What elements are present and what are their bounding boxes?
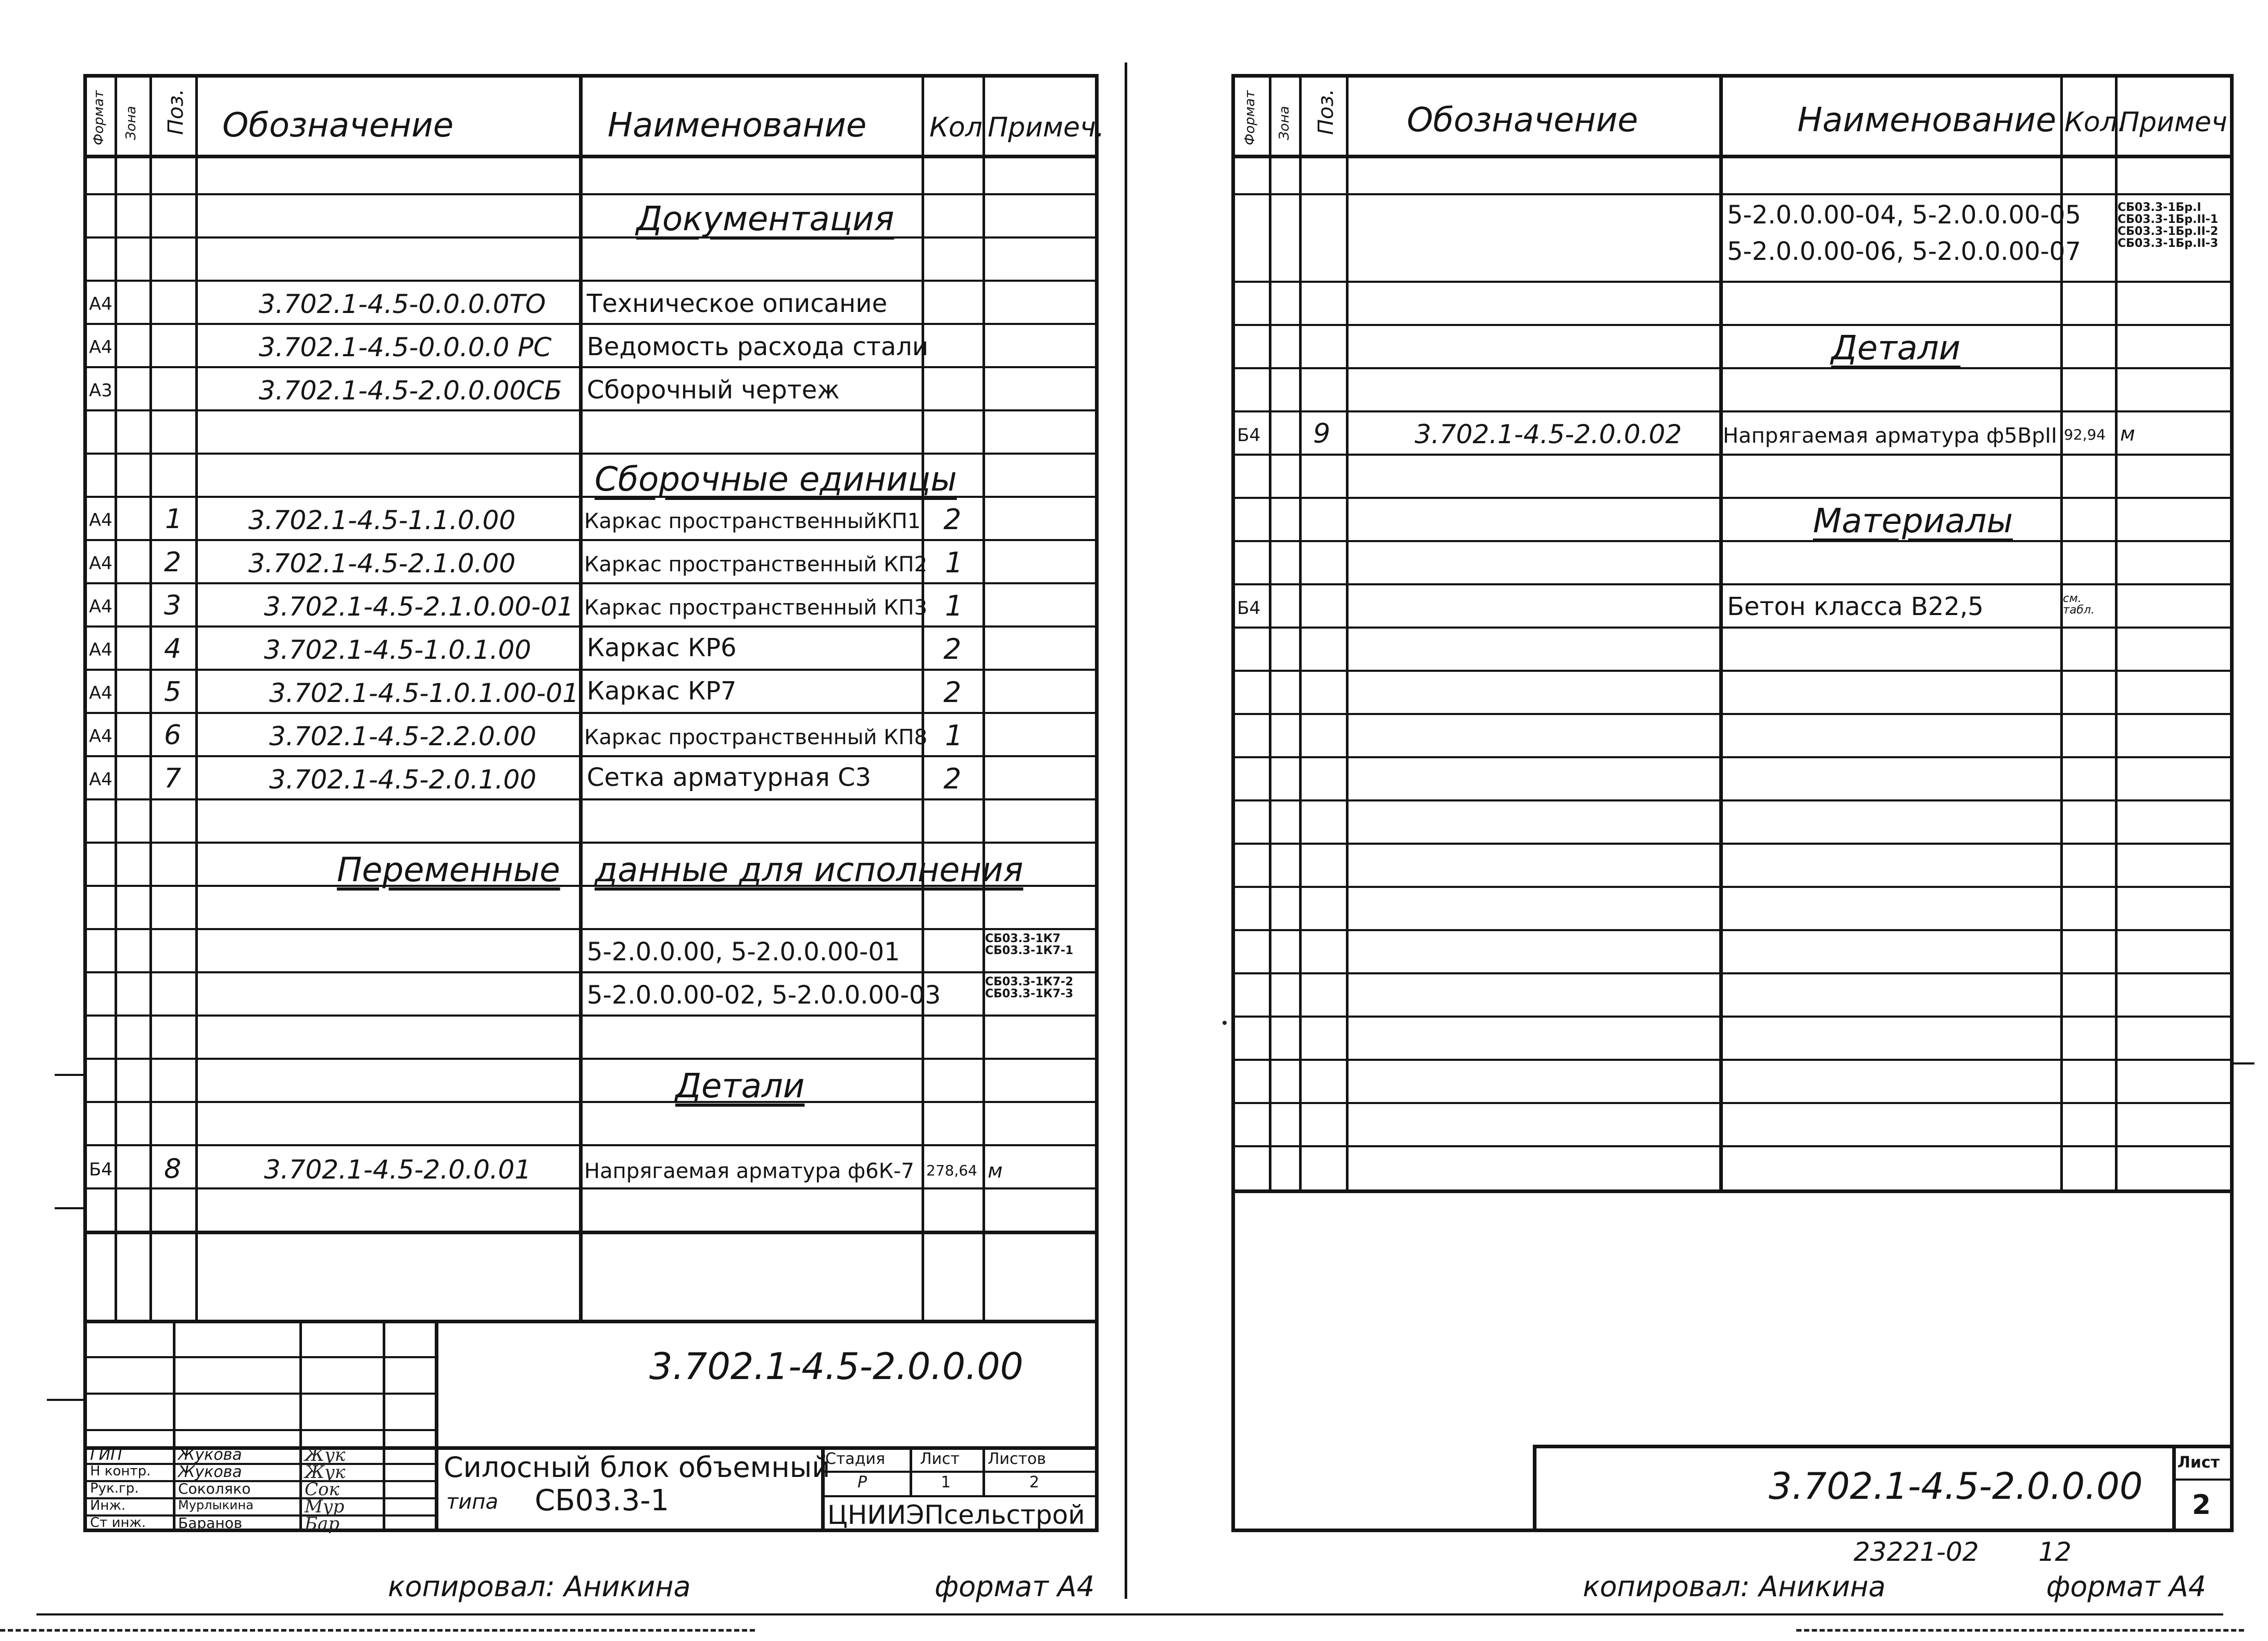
format-cell: А4	[89, 553, 112, 574]
row-line	[1235, 843, 2234, 845]
tb-line	[383, 1320, 385, 1532]
pos-cell: 3	[164, 590, 182, 621]
bottom-dashed-line	[0, 1629, 755, 1632]
tb-line	[1533, 1445, 1536, 1532]
person-name: Жукова	[178, 1446, 242, 1464]
section-details: Детали	[675, 1067, 805, 1106]
tb-line	[821, 1495, 1099, 1497]
tb-line	[2172, 1479, 2234, 1481]
col-line	[922, 78, 924, 1320]
designation-cell: 3.702.1-4.5-2.1.0.00	[248, 548, 516, 579]
type-code: СБ03.3-1	[535, 1484, 670, 1518]
document-code: 3.702.1-4.5-2.0.0.00	[1769, 1465, 2143, 1508]
tb-line	[87, 1393, 435, 1395]
format-cell: А4	[89, 294, 112, 315]
row-line	[1235, 929, 2234, 931]
row-line	[1235, 193, 2234, 195]
tb-line	[87, 1480, 435, 1482]
tb-line	[2172, 1445, 2176, 1532]
name-cell: Каркас КР6	[587, 633, 737, 662]
tb-line	[821, 1471, 1099, 1473]
left-specification-sheet	[83, 74, 1105, 1534]
variant-cell: 5-2.0.0.00-02, 5-2.0.0.00-03	[587, 981, 941, 1010]
person-name: Мурлыкина	[178, 1498, 254, 1512]
name-cell: Напрягаемая арматура ф5ВрII	[1723, 424, 2058, 448]
pos-cell: 5	[164, 677, 182, 708]
note-cell: м	[988, 1159, 1003, 1182]
row-line	[1235, 281, 2234, 283]
tb-line	[1533, 1445, 2234, 1448]
row-line	[1235, 1145, 2234, 1147]
row-line	[87, 712, 1099, 714]
name-cell: Каркас пространственный КП8	[584, 725, 928, 749]
margin-tick	[2234, 1062, 2254, 1064]
format-cell: Б4	[1237, 425, 1261, 446]
row-line	[1235, 1102, 2234, 1104]
row-line	[87, 193, 1099, 195]
header-name: Наименование	[608, 106, 867, 145]
sheet-label: Лист	[2177, 1454, 2220, 1472]
qty-cell: 278,64	[926, 1162, 977, 1179]
section-materials: Материалы	[1813, 502, 2013, 541]
name-cell: Ведомость расхода стали	[587, 332, 929, 361]
type-label: типа	[446, 1490, 498, 1514]
header-designation: Обозначение	[1407, 101, 1639, 140]
stage-label: Стадия	[825, 1450, 886, 1468]
titleblock-top-line	[87, 1320, 1099, 1323]
row-line	[1235, 1016, 2234, 1018]
row-line	[1235, 1059, 2234, 1061]
name-cell: Напрягаемая арматура ф6К-7	[584, 1159, 914, 1183]
qty-cell: см. табл.	[2063, 592, 2095, 617]
format-cell: А3	[89, 380, 112, 401]
pos-cell: 6	[164, 720, 182, 751]
row-line	[1235, 886, 2234, 888]
person-name: Жукова	[178, 1463, 242, 1481]
document-title: Силосный блок объемный	[444, 1451, 830, 1484]
qty-cell: 1	[945, 590, 963, 622]
person-name: Баранов	[178, 1514, 243, 1532]
qty-cell: 92,94	[2064, 426, 2106, 443]
designation-cell: 3.702.1-4.5-1.1.0.00	[248, 505, 516, 535]
tb-line	[87, 1429, 435, 1431]
name-cell: Каркас пространственный КП2	[584, 553, 928, 577]
format-cell: Б4	[1237, 598, 1261, 619]
margin-tick	[47, 1399, 83, 1401]
col-line	[1299, 78, 1302, 1189]
margin-tick	[55, 1074, 83, 1076]
row-line	[87, 1014, 1099, 1017]
qty-cell: 2	[943, 676, 962, 709]
format-cell: Б4	[89, 1159, 112, 1180]
pos-cell: 1	[165, 504, 183, 535]
qty-cell: 1	[945, 546, 963, 579]
header-note: Примеч	[2119, 107, 2227, 138]
table-bottom-line	[1235, 1189, 2234, 1193]
stage-value: Р	[858, 1473, 867, 1492]
row-line	[87, 236, 1099, 239]
row-line	[1235, 670, 2234, 672]
row-line	[87, 539, 1099, 541]
col-line	[1269, 78, 1271, 1189]
header-zone: Зона	[1277, 106, 1292, 140]
tb-line	[982, 1446, 985, 1495]
header-format: Формат	[91, 90, 107, 145]
order-page: 12	[2038, 1537, 2072, 1567]
row-line	[87, 1101, 1099, 1103]
name-cell: Бетон класса В22,5	[1727, 592, 1984, 621]
variant-note: СБ03.3-1К7-2 СБ03.3-1К7-3	[985, 975, 1074, 1001]
role-cell: Ст инж.	[90, 1515, 146, 1531]
copied-by-right: копировал: Аникина	[1583, 1570, 1886, 1603]
variant-cell: 5-2.0.0.00-04, 5-2.0.0.00-05	[1727, 201, 2081, 230]
row-line	[1235, 756, 2234, 758]
section-assembly-units: Сборочные единицы	[595, 460, 957, 499]
row-line	[1235, 540, 2234, 542]
qty-cell: 2	[943, 503, 962, 536]
header-pos: Поз.	[164, 89, 188, 135]
col-line	[149, 78, 152, 1320]
row-line	[87, 625, 1099, 628]
name-cell: Каркас пространственный КП3	[584, 596, 928, 620]
qty-cell: 2	[943, 762, 962, 795]
tb-line	[87, 1356, 435, 1358]
note-cell: м	[2120, 422, 2135, 445]
col-line	[115, 78, 117, 1320]
format-cell: А4	[89, 769, 112, 790]
header-line	[87, 155, 1099, 158]
designation-cell: 3.702.1-4.5-2.1.0.00-01	[264, 592, 574, 622]
name-cell: Каркас КР7	[587, 677, 737, 706]
row-line	[87, 280, 1099, 282]
col-line	[982, 78, 985, 1320]
row-line	[87, 755, 1099, 757]
pos-cell: 2	[164, 547, 182, 578]
row-line	[87, 409, 1099, 411]
name-cell: Каркас пространственныйКП1	[584, 509, 921, 533]
col-line	[195, 78, 198, 1320]
signature: Сок	[305, 1479, 339, 1500]
qty-cell: 2	[943, 633, 962, 666]
header-designation: Обозначение	[222, 106, 454, 145]
designation-cell: 3.702.1-4.5-2.0.0.00СБ	[259, 375, 562, 406]
format-cell: А4	[89, 510, 112, 531]
format-note-left: формат А4	[935, 1570, 1095, 1603]
signature: Жук	[305, 1445, 346, 1465]
order-number: 23221-02	[1854, 1537, 1979, 1567]
row-line	[87, 366, 1099, 368]
variant-cell: 5-2.0.0.00-06, 5-2.0.0.00-07	[1727, 237, 2081, 266]
role-cell: Н контр.	[90, 1463, 151, 1479]
format-cell: А4	[89, 596, 112, 617]
pos-cell: 9	[1313, 418, 1331, 449]
variant-cell: 5-2.0.0.00, 5-2.0.0.00-01	[587, 937, 900, 967]
row-line	[87, 798, 1099, 800]
sheet-label: Лист	[920, 1450, 960, 1468]
header-line	[1235, 155, 2234, 158]
copied-by-left: копировал: Аникина	[388, 1570, 691, 1603]
col-line	[579, 78, 583, 1320]
name-cell: Техническое описание	[587, 289, 888, 318]
designation-cell: 3.702.1-4.5-2.2.0.00	[269, 721, 537, 751]
signature: Жук	[305, 1462, 346, 1483]
row-line	[1235, 583, 2234, 585]
designation-cell: 3.702.1-4.5-2.0.0.01	[264, 1155, 532, 1185]
tb-line	[173, 1320, 175, 1532]
center-fold-line	[1125, 62, 1127, 1599]
row-line	[87, 1231, 1099, 1234]
role-cell: ГИП	[90, 1446, 122, 1464]
sheet-value: 1	[941, 1473, 951, 1492]
row-line	[1235, 627, 2234, 629]
designation-cell: 3.702.1-4.5-2.0.1.00	[269, 765, 537, 795]
designation-cell: 3.702.1-4.5-1.0.1.00-01	[269, 678, 579, 708]
pos-cell: 7	[164, 763, 182, 794]
section-variable-data-right: данные для исполнения	[595, 851, 1024, 890]
header-name: Наименование	[1797, 101, 2057, 140]
row-line	[1235, 497, 2234, 499]
section-details: Детали	[1831, 329, 1961, 368]
variant-note: СБ03.3-1К7 СБ03.3-1К7-1	[985, 932, 1074, 958]
signature: Мур	[305, 1496, 345, 1517]
sheet-value: 2	[2192, 1489, 2211, 1521]
format-cell: А4	[89, 337, 112, 358]
designation-cell: 3.702.1-4.5-0.0.0.0ТО	[259, 289, 546, 319]
row-line	[87, 1058, 1099, 1060]
signature: Бар	[305, 1513, 340, 1534]
header-qty: Кол.	[2064, 107, 2126, 138]
format-cell: А4	[89, 683, 112, 704]
row-line	[87, 1144, 1099, 1146]
row-line	[87, 842, 1099, 844]
sheets-value: 2	[1029, 1473, 1040, 1492]
row-line	[1235, 454, 2234, 456]
right-specification-sheet	[1231, 74, 2234, 1532]
tb-line	[299, 1320, 302, 1532]
pos-cell: 4	[164, 633, 182, 665]
row-line	[1235, 972, 2234, 974]
margin-tick	[55, 1207, 83, 1209]
header-zone: Зона	[123, 106, 139, 140]
person-name: Соколяко	[178, 1480, 251, 1497]
organization: ЦНИИЭПсельстрой	[827, 1500, 1085, 1530]
row-line	[87, 1187, 1099, 1189]
document-code: 3.702.1-4.5-2.0.0.00	[649, 1345, 1024, 1388]
row-line	[87, 971, 1099, 973]
row-line	[1235, 713, 2234, 715]
row-line	[1235, 410, 2234, 412]
format-cell: А4	[89, 726, 112, 747]
designation-cell: 3.702.1-4.5-0.0.0.0 РС	[259, 332, 552, 362]
role-cell: Рук.гр.	[90, 1481, 139, 1496]
header-format: Формат	[1242, 90, 1258, 145]
section-variable-data-left: Переменные	[337, 851, 560, 890]
row-line	[87, 669, 1099, 671]
format-note-right: формат А4	[2046, 1570, 2207, 1603]
tb-line	[910, 1446, 912, 1495]
format-cell: А4	[89, 640, 112, 660]
col-line	[1346, 78, 1349, 1189]
header-pos: Поз.	[1314, 89, 1338, 135]
tb-line	[435, 1320, 438, 1532]
qty-cell: 1	[945, 719, 963, 752]
row-line	[1235, 324, 2234, 326]
role-cell: Инж.	[90, 1498, 126, 1513]
row-line	[87, 453, 1099, 455]
row-line	[87, 582, 1099, 584]
designation-cell: 3.702.1-4.5-2.0.0.02	[1415, 419, 1682, 449]
sheets-label: Листов	[988, 1450, 1047, 1468]
row-line	[87, 928, 1099, 930]
row-line	[87, 323, 1099, 325]
variant-note: СБ03.3-1Бр.I СБ03.3-1Бр.II-1 СБ03.3-1Бр.II-2 СБ03.3-1Бр.II-3	[2118, 201, 2219, 250]
bottom-edge-line	[36, 1613, 2223, 1615]
bottom-dashed-line	[1796, 1629, 2244, 1632]
name-cell: Сборочный чертеж	[587, 375, 840, 405]
header-qty: Кол	[929, 112, 982, 143]
section-documentation: Документация	[636, 200, 894, 239]
pos-cell: 8	[164, 1154, 182, 1185]
tb-line	[87, 1497, 435, 1499]
header-note: Примеч.	[988, 112, 1105, 143]
row-line	[1235, 799, 2234, 801]
speck	[1223, 1021, 1227, 1025]
row-line	[1235, 367, 2234, 369]
name-cell: Сетка арматурная С3	[587, 763, 871, 792]
designation-cell: 3.702.1-4.5-1.0.1.00	[264, 635, 532, 665]
col-line	[1719, 78, 1723, 1189]
